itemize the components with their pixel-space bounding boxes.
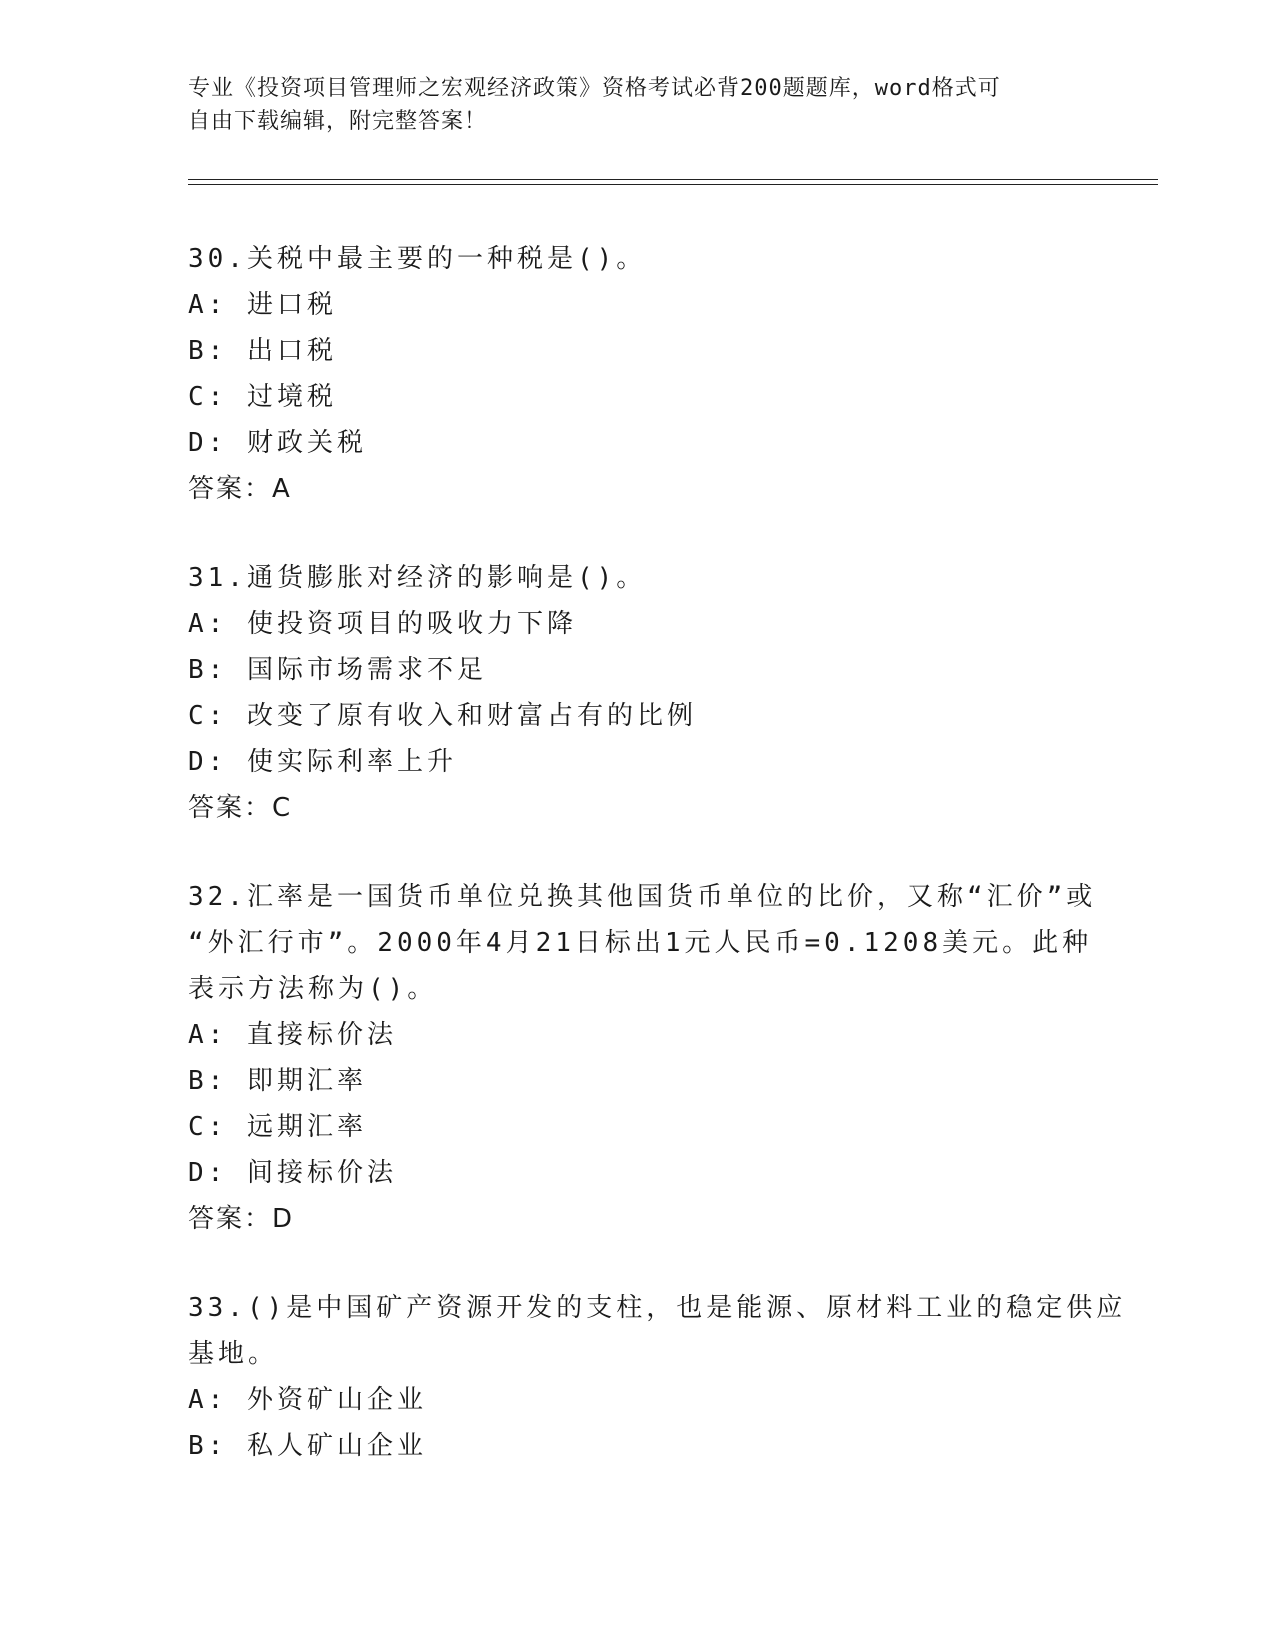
option-b: B: 即期汇率	[188, 1066, 367, 1096]
question-text: 表示方法称为()。	[188, 974, 438, 1004]
option-b: B: 出口税	[188, 336, 337, 366]
option-a: A: 直接标价法	[188, 1020, 397, 1050]
question-text: 32.汇率是一国货币单位兑换其他国货币单位的比价，又称“汇价”或	[188, 882, 1097, 912]
header-divider	[188, 184, 1158, 185]
question-text: 基地。	[188, 1339, 279, 1369]
option-d: D: 间接标价法	[188, 1158, 397, 1188]
option-a: A: 使投资项目的吸收力下降	[188, 609, 577, 639]
header-line: 自由下载编辑，附完整答案！	[188, 109, 488, 134]
answer: 答案：D	[188, 1204, 295, 1234]
option-c: C: 改变了原有收入和财富占有的比例	[188, 701, 697, 731]
question-text: 31.通货膨胀对经济的影响是()。	[188, 563, 647, 593]
question-31	[188, 555, 1088, 831]
option-a: A: 外资矿山企业	[188, 1385, 427, 1415]
question-text: “外汇行市”。2000年4月21日标出1元人民币=0.1208美元。此种	[188, 928, 1093, 958]
header-line: 专业《投资项目管理师之宏观经济政策》资格考试必背200题题库，word格式可	[188, 76, 1001, 101]
option-a: A: 进口税	[188, 290, 337, 320]
question-32	[188, 874, 1097, 1242]
answer: 答案：C	[188, 793, 293, 823]
option-d: D: 财政关税	[188, 428, 367, 458]
question-text: 30.关税中最主要的一种税是()。	[188, 244, 647, 274]
option-c: C: 过境税	[188, 382, 337, 412]
question-list	[188, 236, 1127, 1512]
question-30	[188, 236, 1088, 512]
option-d: D: 使实际利率上升	[188, 747, 457, 777]
header-divider	[188, 179, 1158, 180]
option-c: C: 远期汇率	[188, 1112, 367, 1142]
document-header	[188, 72, 1088, 138]
question-text: 33.()是中国矿产资源开发的支柱，也是能源、原材料工业的稳定供应	[188, 1293, 1127, 1323]
question-33	[188, 1285, 1127, 1469]
option-b: B: 私人矿山企业	[188, 1431, 427, 1461]
answer: 答案：A	[188, 474, 292, 504]
option-b: B: 国际市场需求不足	[188, 655, 487, 685]
